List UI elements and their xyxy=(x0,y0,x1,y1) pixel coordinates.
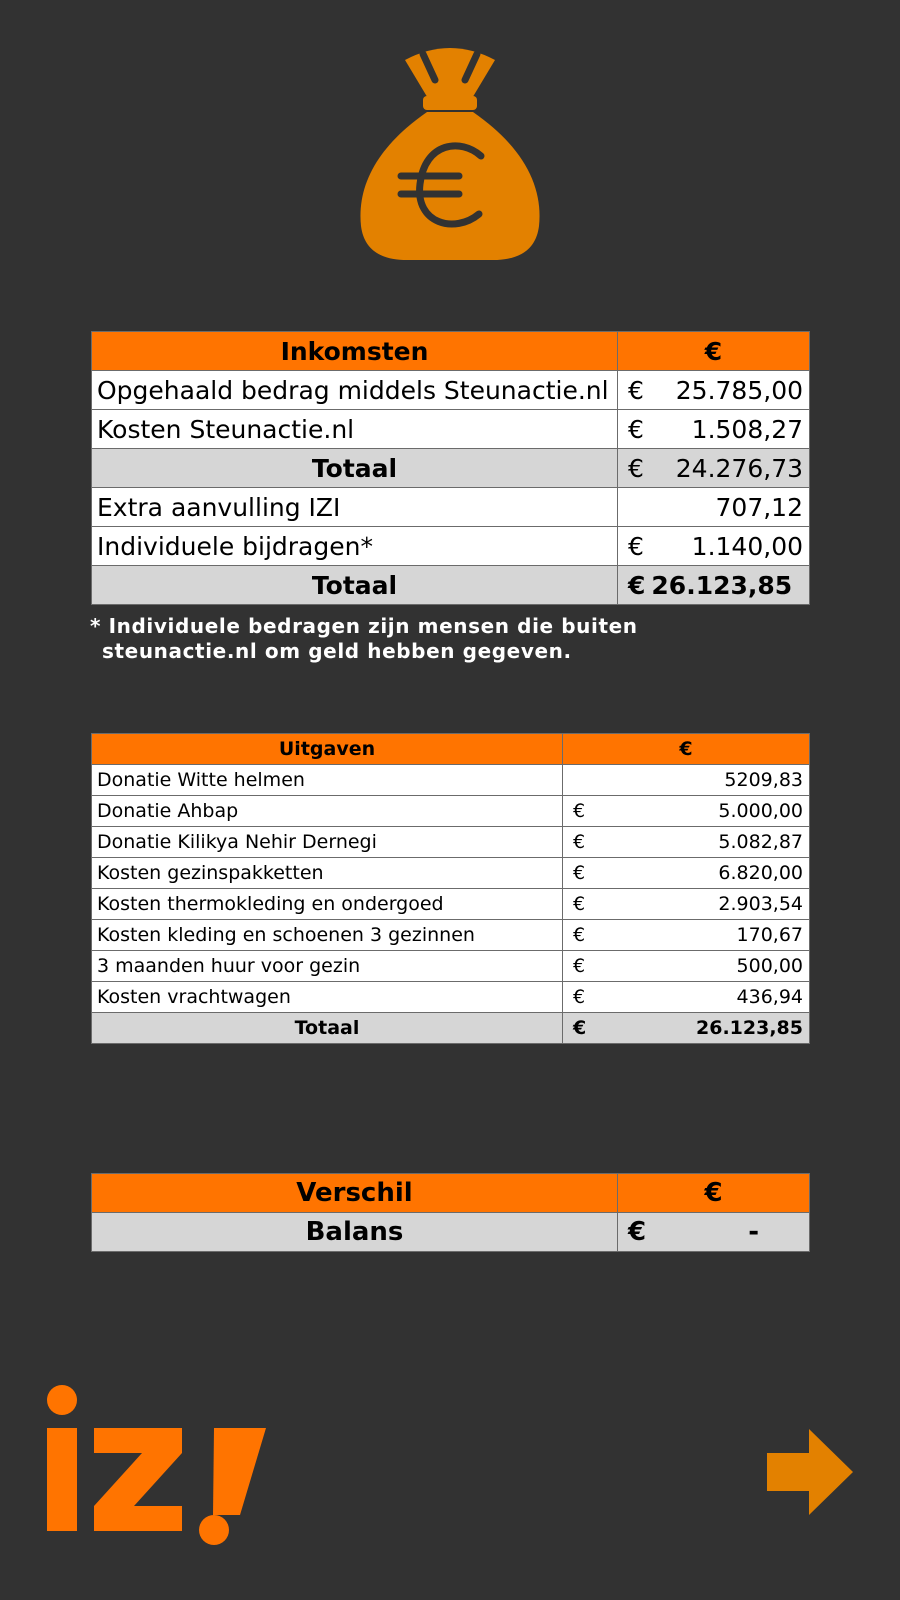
expense-row-label: Kosten thermokleding en ondergoed xyxy=(92,889,563,920)
income-row-amount: 707,12 xyxy=(715,492,803,522)
income-subtotal-row xyxy=(92,449,810,488)
income-header-currency: € xyxy=(618,332,810,371)
currency-symbol: € xyxy=(628,375,644,405)
currency-symbol: € xyxy=(573,800,586,822)
income-header-label: Inkomsten xyxy=(92,332,618,371)
expense-row-amount: 170,67 xyxy=(736,924,803,946)
income-row-label: Extra aanvulling IZI xyxy=(92,488,618,527)
currency-symbol: € xyxy=(628,531,644,561)
currency-symbol: € xyxy=(628,570,646,600)
income-header-row xyxy=(92,332,810,371)
expense-row-label: Kosten vrachtwagen xyxy=(92,982,563,1013)
income-row xyxy=(92,371,810,410)
expense-row-amount: 436,94 xyxy=(736,986,803,1008)
izi-logo xyxy=(44,1385,266,1547)
currency-symbol: € xyxy=(573,831,586,853)
expense-row-label: 3 maanden huur voor gezin xyxy=(92,951,563,982)
expense-row-amount: 2.903,54 xyxy=(718,893,803,915)
footnote-line-1: * Individuele bedragen zijn mensen die buiten xyxy=(90,614,638,638)
currency-symbol: € xyxy=(573,862,586,884)
balance-amount: - xyxy=(748,1217,759,1247)
balance-row xyxy=(92,1213,810,1252)
expenses-header-label: Uitgaven xyxy=(92,734,563,765)
income-footnote xyxy=(90,614,810,664)
difference-table xyxy=(91,1173,810,1252)
expense-row-label: Kosten gezinspakketten xyxy=(92,858,563,889)
income-total-label: Totaal xyxy=(92,566,618,605)
income-row xyxy=(92,527,810,566)
difference-header-label: Verschil xyxy=(92,1174,618,1213)
expense-row xyxy=(92,982,810,1013)
income-total-row xyxy=(92,566,810,605)
currency-symbol: € xyxy=(573,986,586,1008)
difference-header-row xyxy=(92,1174,810,1213)
difference-header-currency: € xyxy=(618,1174,810,1213)
balance-label: Balans xyxy=(92,1213,618,1252)
expenses-header-currency: € xyxy=(563,734,810,765)
expense-row-amount: 5.082,87 xyxy=(718,831,803,853)
currency-symbol: € xyxy=(628,414,644,444)
income-row-label: Kosten Steunactie.nl xyxy=(92,410,618,449)
expense-row xyxy=(92,858,810,889)
currency-symbol: € xyxy=(573,924,586,946)
arrow-right-icon[interactable] xyxy=(767,1429,853,1515)
income-row xyxy=(92,410,810,449)
currency-symbol: € xyxy=(628,1217,647,1247)
currency-symbol: € xyxy=(628,453,644,483)
expense-row xyxy=(92,827,810,858)
money-bag-euro-icon xyxy=(355,38,545,268)
income-row-amount: 1.508,27 xyxy=(691,414,803,444)
income-subtotal-label: Totaal xyxy=(92,449,618,488)
income-row-label: Individuele bijdragen* xyxy=(92,527,618,566)
expenses-total-label: Totaal xyxy=(92,1013,563,1044)
income-row xyxy=(92,488,810,527)
currency-symbol: € xyxy=(573,955,586,977)
expense-row-amount: 5.000,00 xyxy=(718,800,803,822)
income-row-label: Opgehaald bedrag middels Steunactie.nl xyxy=(92,371,618,410)
expense-row xyxy=(92,889,810,920)
expense-row-label: Donatie Kilikya Nehir Dernegi xyxy=(92,827,563,858)
expenses-table xyxy=(91,733,810,1044)
expense-row-amount: 500,00 xyxy=(736,955,803,977)
income-subtotal-amount: 24.276,73 xyxy=(675,453,803,483)
expense-row xyxy=(92,920,810,951)
expense-row-label: Kosten kleding en schoenen 3 gezinnen xyxy=(92,920,563,951)
currency-symbol: € xyxy=(573,893,586,915)
income-row-amount: 25.785,00 xyxy=(675,375,803,405)
expense-row-label: Donatie Ahbap xyxy=(92,796,563,827)
expense-row xyxy=(92,765,810,796)
footnote-line-2: steunactie.nl om geld hebben gegeven. xyxy=(102,639,572,663)
expense-row-amount: 5209,83 xyxy=(724,769,803,791)
expenses-total-row xyxy=(92,1013,810,1044)
income-row-amount: 1.140,00 xyxy=(691,531,803,561)
expense-row-amount: 6.820,00 xyxy=(718,862,803,884)
currency-symbol: € xyxy=(573,1017,587,1039)
expense-row xyxy=(92,951,810,982)
expenses-total-amount: 26.123,85 xyxy=(696,1017,803,1039)
expense-row-label: Donatie Witte helmen xyxy=(92,765,563,796)
income-table xyxy=(91,331,810,605)
expense-row xyxy=(92,796,810,827)
expenses-header-row xyxy=(92,734,810,765)
income-total-amount: 26.123,85 xyxy=(651,570,793,600)
